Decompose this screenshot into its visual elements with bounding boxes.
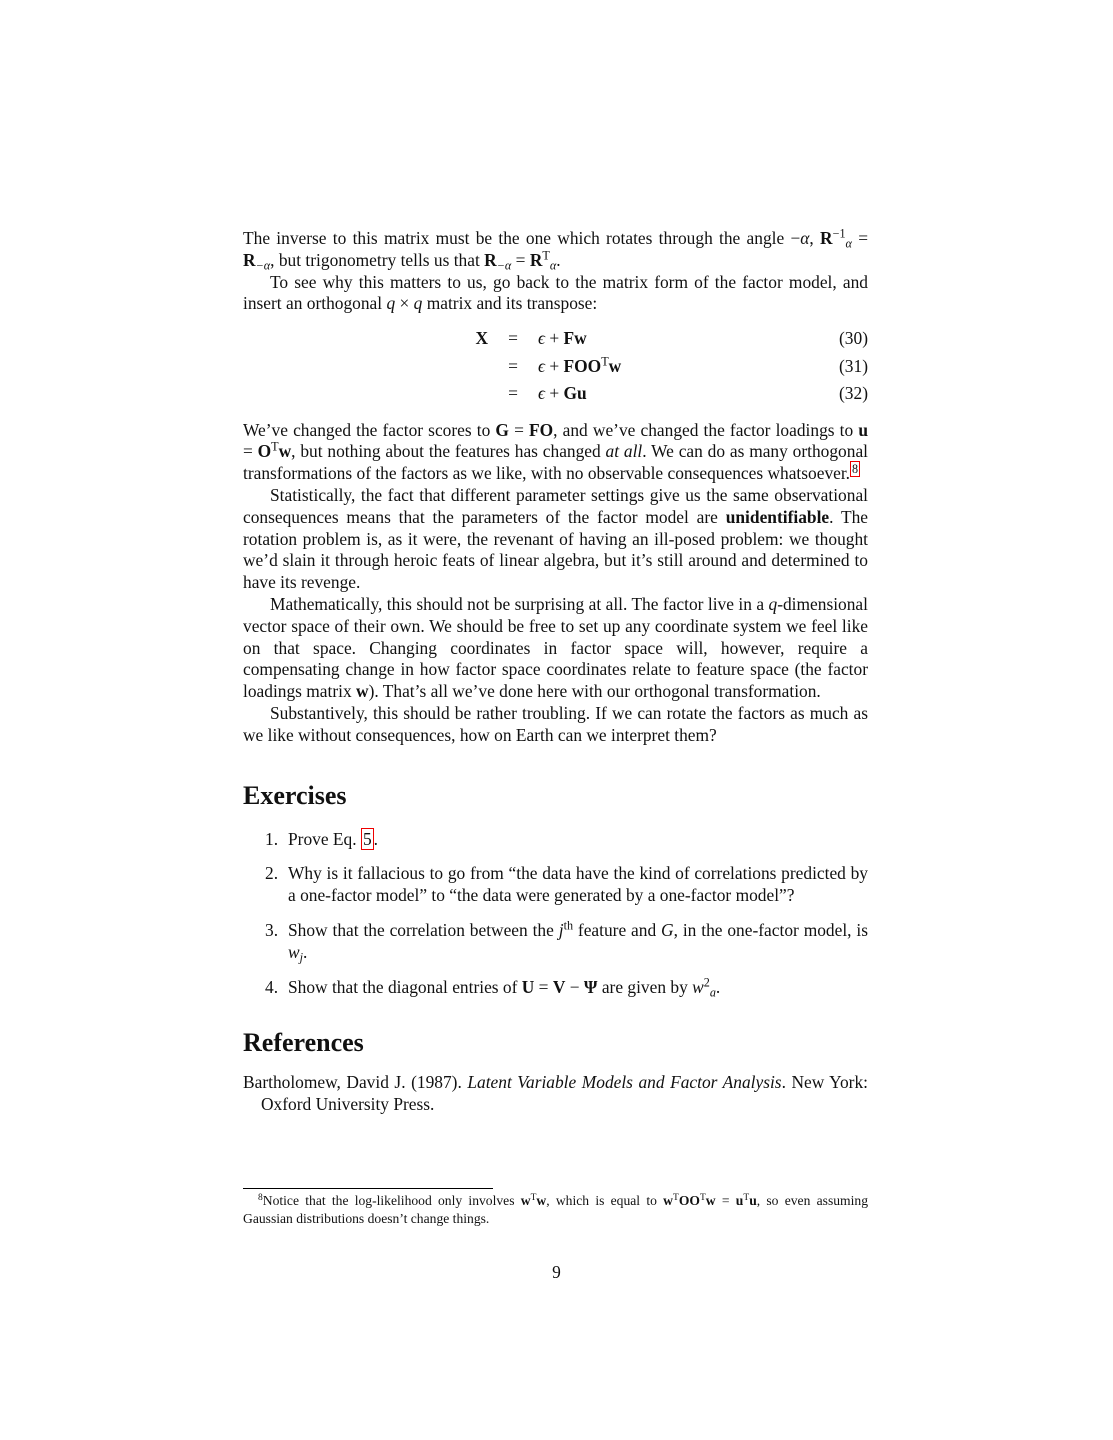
equation-lhs: X [475,328,488,349]
math-or-emphasis: q [413,293,423,314]
text-segment: −α [255,258,271,273]
equation-lhs [243,353,498,381]
exercises-heading: Exercises [243,780,347,810]
math-or-emphasis: w [692,976,704,997]
text-segment: We’ve changed the factor scores to [243,419,496,440]
math-or-emphasis: V [552,976,566,997]
reference-entry [243,1072,868,1116]
cross-reference-link[interactable]: 5 [362,828,372,849]
math-or-emphasis: ϵ [538,328,546,349]
math-or-emphasis: FO [529,419,554,440]
text-segment: 8 [258,1192,263,1203]
text-segment: = [511,249,530,270]
text-segment: . The rotation problem is, as it were, the revenant of having an ill-posed problem: we thought we’d slain it through heroic feats of linear algebra, but it’s still around and determined to have its revenge. [243,506,869,593]
text-segment: + [545,355,564,376]
text-segment: Why is it fallacious to go from “the data have the kind of correlations predicted by a one-factor model” to “the data were generated by a one-factor model”? [288,863,868,906]
math-or-emphasis: w [663,1193,673,1208]
text-segment: − [565,976,584,997]
references-heading: References [243,1028,364,1058]
text-segment: T [699,1192,706,1203]
cross-reference-link[interactable]: 8 [852,461,859,476]
text-segment: . [373,828,378,849]
math-or-emphasis: G [661,920,674,941]
text-segment: −α [496,258,512,273]
page-number: 9 [552,1262,561,1282]
math-or-emphasis: unidentifiable [725,506,830,527]
equation-row [243,380,868,408]
math-or-emphasis: w [288,941,300,962]
text-segment: , but trigonometry tells us that [270,249,485,270]
equation-array [243,325,868,408]
equation-lhs [243,380,498,408]
text-segment: Show that the correlation between the [288,920,559,941]
text-segment: feature and [573,920,662,941]
math-or-emphasis: at all [605,441,643,462]
text-segment: , [809,228,821,248]
text-segment: T [542,248,550,263]
math-or-emphasis: Latent Variable Models and Factor Analysis [467,1072,782,1093]
math-or-emphasis: O [257,441,272,462]
text-segment: T [743,1192,750,1203]
text-segment: , so even assuming Gaussian distributions doesn’t change things. [243,1193,868,1226]
paragraph-unidentifiable [243,485,868,594]
paragraph-substantively [243,703,868,747]
equation-operator: = [508,383,518,404]
text-segment: T [271,439,279,454]
math-or-emphasis: u [735,1193,744,1208]
text-segment: Notice that the log-likelihood only involves [262,1193,521,1208]
equation-row [243,353,868,381]
paragraph-inverse-rotation [243,228,868,272]
text-segment: T [530,1192,537,1203]
math-or-emphasis: w [520,1193,531,1208]
equation-rhs [528,325,787,353]
math-or-emphasis: w [608,355,622,376]
text-segment: = [534,976,553,997]
text-segment: The inverse to this matrix must be the one which rotates through the angle − [243,228,801,248]
text-segment: ). That’s all we’ve done here with our orthogonal transformation. [368,681,821,702]
math-or-emphasis: R [820,228,833,248]
exercise-number: 2. [265,863,279,884]
paragraph-matrix-form [243,272,868,316]
text-segment: Show that the diagonal entries of [288,976,522,997]
math-or-emphasis: j [558,920,564,941]
text-segment: are given by [597,976,693,997]
footnote [243,1188,868,1228]
exercise-number: 4. [265,976,279,997]
exercise-list [243,829,868,999]
math-or-emphasis: R [243,249,256,270]
text-segment: th [563,918,574,933]
math-or-emphasis: w [705,1193,716,1208]
text-segment: = [243,441,258,462]
exercise-text [288,918,868,965]
math-or-emphasis: w [536,1193,547,1208]
text-segment: j [299,950,303,965]
footnote-rule [243,1188,493,1189]
text-segment: , and we’ve changed the factor loadings to [553,419,859,440]
math-or-emphasis: R [484,249,497,270]
exercise-number: 1. [265,828,279,849]
text-segment: α [845,236,852,251]
text-segment: , which is equal to [546,1193,664,1208]
text-segment: Mathematically, this should not be surprising at all. The factor live in a [270,594,769,615]
text-segment: . [715,976,721,997]
math-or-emphasis: R [529,249,543,270]
math-or-emphasis: OO [678,1193,700,1208]
exercise-number: 3. [265,920,279,941]
text-segment: a [709,985,716,1000]
math-or-emphasis: Fw [563,328,587,349]
exercise-item [243,920,868,964]
text-segment: , but nothing about the features has changed [291,441,606,462]
exercise-text [288,974,721,1000]
exercise-text [288,863,868,905]
equation-operator: = [508,328,518,349]
text-segment: Substantively, this should be rather troubling. If we can rotate the factors as much as we like without consequences, how on Earth can we interpret them? [243,703,868,745]
math-or-emphasis: u [749,1193,757,1208]
text-segment: α [549,258,557,273]
math-or-emphasis: u [858,419,868,440]
equation-rhs [528,353,787,381]
equation-number: (32) [839,383,868,404]
text-segment: + [545,328,564,349]
paragraph-mathematically [243,594,868,703]
text-segment: , in the one-factor model, is [673,920,868,941]
text-segment: . New York: Oxford University Press. [261,1072,869,1115]
text-segment: Statistically, the fact that different parameter settings give us the same observational consequences means that the parameters of the factor model are [243,485,868,527]
text-segment: -dimensional vector space of their own. We should be free to set up any coordinate system we feel like on that space. Changing coordinates in factor space will, however, require a compensating change in how factor space coordinates relate to feature space (the factor loadings matrix [243,594,868,702]
exercise-text [288,828,378,850]
math-or-emphasis: w [356,681,369,702]
equation-row [243,325,868,353]
text-segment: T [601,353,609,368]
exercise-item [243,974,868,1000]
text-segment: = [715,1193,736,1208]
text-segment: −1 [832,226,846,241]
footnote-text [243,1192,868,1228]
math-or-emphasis: Gu [563,383,587,404]
math-or-emphasis: q [768,594,778,615]
text-segment: 2 [703,974,710,989]
equation-operator: = [508,355,518,376]
exercise-item [243,829,868,851]
math-or-emphasis: α [800,228,810,248]
math-or-emphasis: U [521,976,535,997]
text-segment: = [508,419,530,440]
equation-rhs [528,380,787,408]
equation-number: (30) [839,328,868,349]
math-or-emphasis: ϵ [538,355,546,376]
text-segment: To see why this matters to us, go back to the matrix form of the factor model, and insert an orthogonal [243,271,868,314]
text-segment: T [672,1192,679,1203]
text-segment: Prove Eq. [288,828,361,849]
math-or-emphasis: q [386,293,396,314]
math-or-emphasis: Ψ [583,976,598,997]
math-or-emphasis: w [278,441,292,462]
math-or-emphasis: ϵ [538,383,546,404]
math-or-emphasis: FOO [563,355,602,376]
text-segment: × [395,293,414,314]
equation-number: (31) [839,355,868,376]
text-segment: Bartholomew, David J. (1987). [243,1072,468,1093]
exercise-item [243,863,868,907]
text-segment: + [545,383,564,404]
text-segment: = [851,228,869,248]
text-segment: . [303,941,308,962]
math-or-emphasis: G [495,419,509,440]
text-segment: . We can do as many orthogonal transformations of the factors as we like, with no observable consequences whatsoever. [243,441,868,484]
main-text-column [243,228,868,1116]
paragraph-changed-scores [243,420,868,485]
text-segment: matrix and its transpose: [422,293,598,314]
text-segment: . [556,249,561,270]
